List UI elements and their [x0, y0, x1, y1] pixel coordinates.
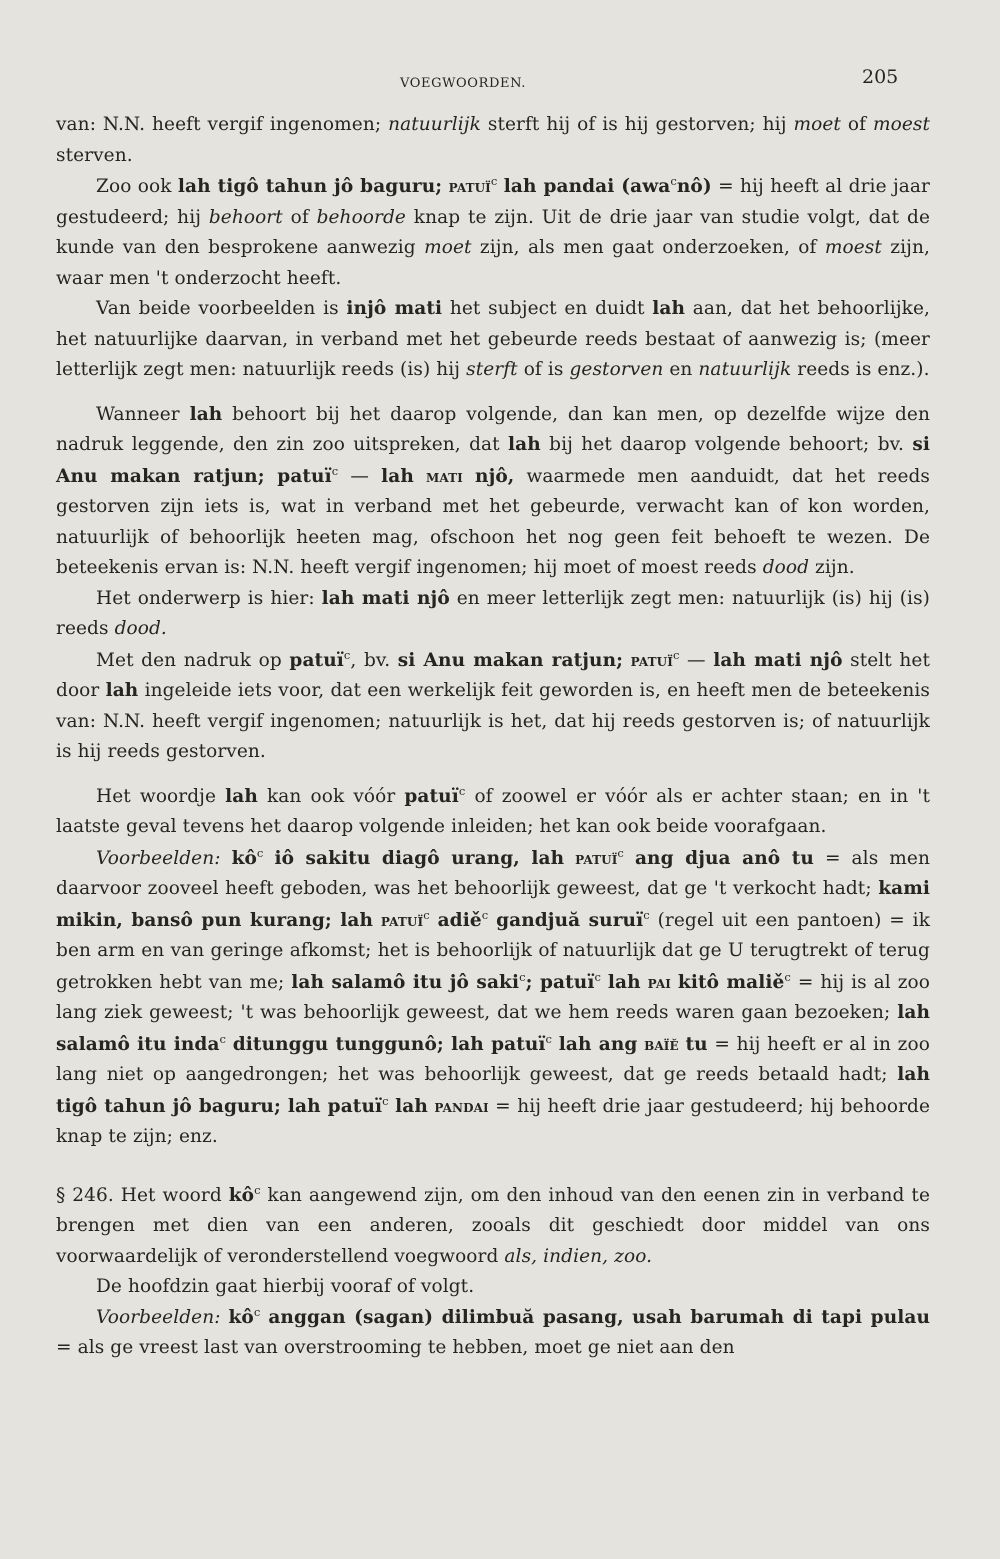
- paragraph-5: Het onderwerp is hier: lah mati njô en meer letterlijk zegt men: natuurlijk (is) hij (is) reeds dood.: [56, 587, 930, 639]
- running-head: VOEGWOORDEN.: [400, 76, 526, 91]
- paragraph-8-examples: Voorbeelden: $kô^c$ iô sakitu diagô urang, lah patuï$^c$ ang djua anô tu = als men daarvoor zooveel heeft geboden, was het behoorlijk geweest, dat ge 't verkocht hadt; kami mikin, bansô pun kurang; lah patuï$^c$ adiě$^c$ gandjuă suruï$^c$ (regel uit een pantoen) = ik ben arm en van geringe afkomst; het is behoorlijk of natuurlijk dat ge U terugtrekt of terug getrokken hebt van me; lah salamô itu jô saki$^c$; patuï$^c$ lah pai kitô maliě$^c$ = hij is al zoo lang ziek geweest; 't was behoorlijk geweest, dat we hem reeds waren gaan bezoeken; lah salamô itu inda$^c$ ditunggu tunggunô; lah patuï$^c$ lah ang baïě tu = hij heeft er al in zoo lang niet op aangedrongen; het was behoorlijk geweest, dat ge reeds betaald hadt; lah tigô tahun jô baguru; lah patuï$^c$ lah pandai = hij heeft drie jaar gestudeerd; hij behoorde knap te zijn; enz.: [56, 845, 931, 1147]
- paragraph-7: Het woordje lah kan ook vóór patuï$^c$ of zoowel er vóór als er achter staan; en in 't laatste geval tevens het daarop volgende inleiden; het kan ook beide voorafgaan.: [56, 783, 930, 837]
- page-number: 205: [862, 66, 899, 88]
- body-text: [56, 110, 930, 1364]
- paragraph-10: De hoofdzin gaat hierbij vooraf of volgt.: [96, 1276, 475, 1297]
- paragraph-11-examples: Voorbeelden: $kô^c$ anggan (sagan) dilimbuă pasang, usah barumah di tapi pulau = als ge vreest last van overstrooming te hebben, moet ge niet aan den: [56, 1304, 931, 1358]
- page-header: [56, 66, 930, 110]
- paragraph-4: Wanneer lah behoort bij het daarop volgende, dan kan men, op dezelfde wijze den nadruk leggende, den zin zoo uitspreken, dat lah bij het daarop volgende behoort; bv. si Anu makan ratjun; patuï$^c$ — lah mati njô, waarmede men aanduidt, dat het reeds gestorven zijn iets is, wat in verband met het gebeurde, verwacht kan of kon worden, natuurlijk of behoorlijk heeten mag, ofschoon het nog geen feit behoeft te wezen. De beteekenis ervan is: N.N. heeft vergif ingenomen; hij moet of moest reeds dood zijn.: [56, 403, 931, 578]
- paragraph-1: van: N.N. heeft vergif ingenomen; natuurlijk sterft hij of is hij gestorven; hij moet of moest sterven.: [56, 114, 930, 166]
- paragraph-3: Van beide voorbeelden is injô mati het subject en duidt lah aan, dat het behoorlijke, het natuurlijke daarvan, in verband met het gebeurde reeds bestaat of aanwezig is; (meer letterlijk zegt men: natuurlijk reeds (is) hij sterft of is gestorven en natuurlijk reeds is enz.).: [56, 298, 930, 380]
- paragraph-6: Met den nadruk op patuï$^c$, bv. si Anu makan ratjun; patuï$^c$ — lah mati njô stelt het door lah ingeleide iets voor, dat een werkelijk feit geworden is, en heeft men de beteekenis van: N.N. heeft vergif ingenomen; natuurlijk is het, dat hij reeds gestorven is; of natuurlijk is hij reeds gestorven.: [56, 647, 931, 762]
- paragraph-2: Zoo ook lah tigô tahun jô baguru; patuï$^c$ lah pandai (awa$^c$nô) = hij heeft al drie jaar gestudeerd; hij behoort of behoorde knap te zijn. Uit de drie jaar van studie volgt, dat de kunde van den besprokene aanwezig moet zijn, als men gaat onderzoeken, of moest zijn, waar men 't onderzocht heeft.: [56, 173, 931, 289]
- section-246: § 246. Het woord $kô^c$ kan aangewend zijn, om den inhoud van den eenen zin in verband te brengen met dien van een anderen, zooals dit geschiedt door middel van ons voorwaardelijk of veronderstellend voegwoord als, indien, zoo.: [56, 1182, 930, 1267]
